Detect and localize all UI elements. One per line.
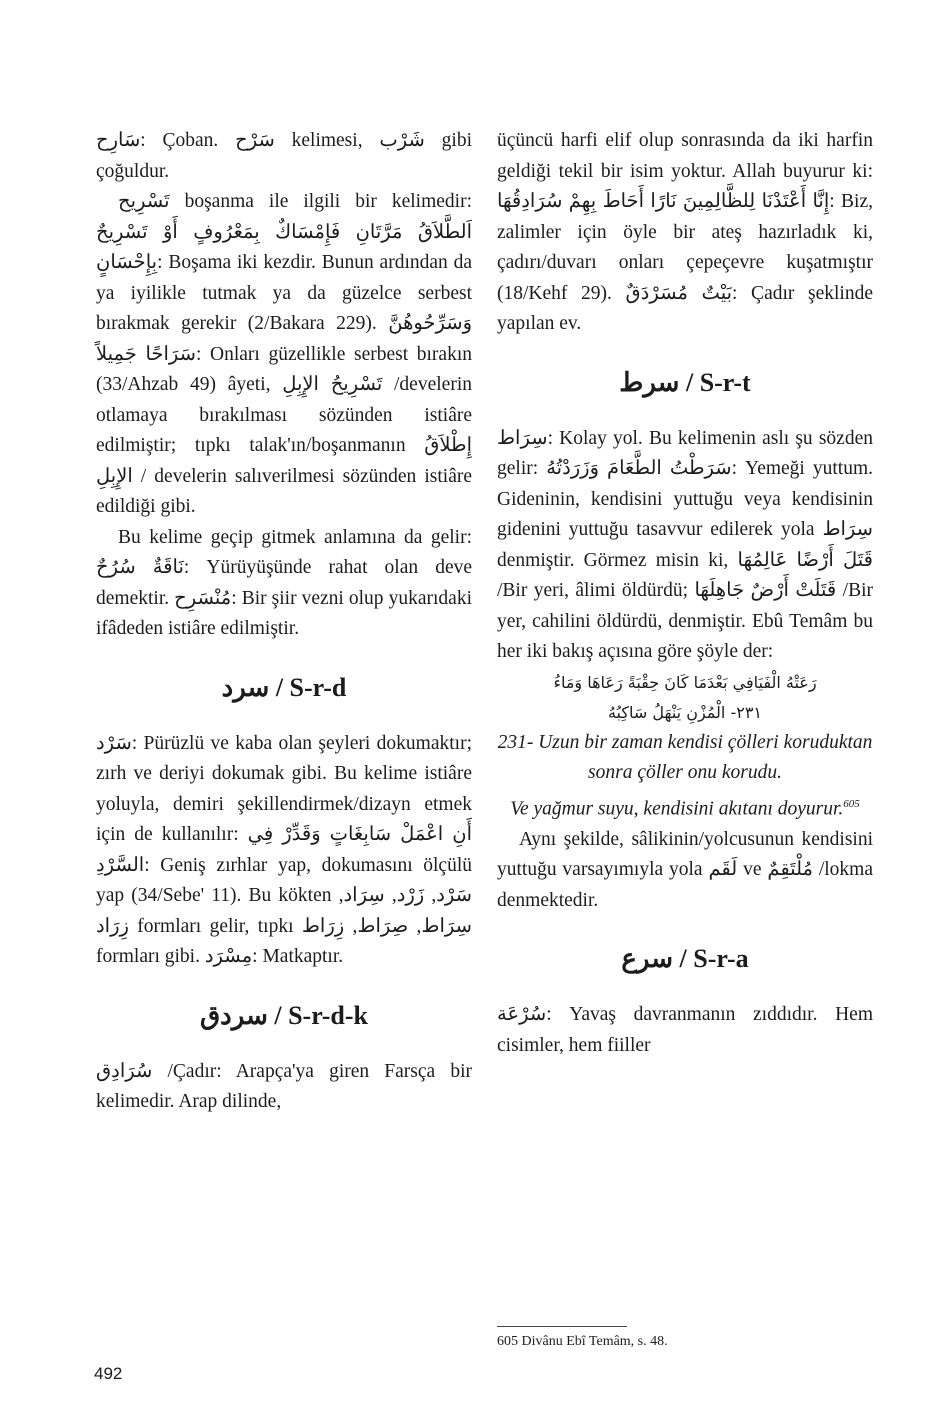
- right-column: [497, 126, 873, 1061]
- heading-srt: سرط / S-r-t: [619, 367, 751, 397]
- footnote-divider: [497, 1326, 627, 1327]
- page-number: 492: [94, 1364, 123, 1383]
- heading-srd: سرد / S-r-d: [221, 672, 347, 702]
- poem-translation-text: Ve yağmur suyu, kendisini akıtanı doyurur.: [510, 798, 844, 819]
- poem-arabic-line2: ٢٣١- الْمُزْنِ يَنْهَلُ سَاكِبُهُ: [607, 702, 763, 722]
- paragraph-lokma: Aynı şekilde, sâlikinin/yolcusunun kendisini yuttuğu varsayımıyla yola لَقَم ve مُلْتَقِمٌ /lokma denmektedir.: [497, 828, 873, 911]
- poem-arabic-line1: رَعَتْهُ الْفَيَافِي بَعْدَمَا كَانَ حِقْبَةً رَعَاهَا وَمَاءُ: [553, 672, 817, 692]
- paragraph-munserih: Bu kelime geçip gitmek anlamına da gelir: نَاقَةٌ سُرُحٌ: Yürüyüşünde rahat olan deve demektir. مُنْسَرِح: Bir şiir vezni olup yukarıdaki ifâdeden istiâre edilmiştir.: [96, 526, 472, 639]
- poem-translation-line1: 231- Uzun bir zaman kendisi çölleri koruduktan sonra çöller onu korudu.: [497, 731, 873, 783]
- paragraph-serd: سَرْد: Pürüzlü ve kaba olan şeyleri dokumaktır; zırh ve deriyi dokumak gibi. Bu kelime istiâre yoluyla, demiri şekillendirmek/dizayn etmek için de kullanılır: أَنِ اعْمَلْ سَابِغَاتٍ وَقَدِّرْ فِي السَّرْدِ: Geniş zırhlar yap, dokumasını ölçülü yap (34/Sebe' 11). Bu kökten سَرْد, زَرْد, سِرَاد, زِرَاد formları gelir, tıpkı سِرَاط, صِرَاط, زِرَاط formları gibi. مِسْرَد: Matkaptır.: [96, 732, 472, 967]
- left-column: [96, 126, 472, 1118]
- footnote-ref: 605: [843, 797, 860, 810]
- paragraph-tesrih: تَسْرِيح boşanma ile ilgili bir kelimedir: اَلطَّلاَقُ مَرَّتَانِ فَإِمْسَاكٌ بِمَعْرُوفٍ أَوْ تَسْرِيحٌ بِإِحْسَانٍ: Boşama iki kezdir. Bunun ardından da ya iyilikle tutmak ya da güzelce serbest bırakmak gerekir (2/Bakara 229). وَسَرِّحُوهُنَّ سَرَاحًا جَمِيلاً: Onları güzellikle serbest bırakın (33/Ahzab 49) âyeti, تَسْرِيحُ الإِبِلِ /develerin otlamaya bırakılması sözünden istiâre edilmiştir; tıpkı talak'ın/boşanmanın إِطْلاَقُ الإِبِلِ / develerin salıverilmesi sözünden istiâre edildiği gibi.: [96, 191, 472, 517]
- paragraph-suradik-cont: üçüncü harfi elif olup sonrasında da iki harfin geldiği tekil bir isim yoktur. Allah buyurur ki: إِنَّا أَعْتَدْنَا لِلظَّالِمِينَ نَارًا أَحَاطَ بِهِمْ سُرَادِقُهَا: Biz, zalimler için öyle bir ateş hazırladık ki, çadırı/duvarı onları çepeçevre kuşatmıştır (18/Kehf 29). بَيْتٌ مُسَرْدَقٌ: Çadır şeklinde yapılan ev.: [497, 130, 873, 334]
- paragraph-suradik: سُرَادِق /Çadır: Arapça'ya giren Farsça bir kelimedir. Arap dilinde,: [96, 1060, 472, 1112]
- poem-translation-line2: [497, 789, 873, 825]
- heading-sra: سرع / S-r-a: [621, 944, 749, 973]
- paragraph-sirat: سِرَاط: Kolay yol. Bu kelimenin aslı şu sözden gelir: سَرَطْتُ الطَّعَامَ وَزَرَدْتُهُ: Yemeği yuttum. Gideninin, kendisini yuttuğu veya kendisinin gidenini yuttuğu tasavvur edilerek yola سِرَاط denmiştir. Görmez misin ki, قَتَلَ أَرْضًا عَالِمُهَا /Bir yeri, âlimi öldürdü; قَتَلَتْ أَرْضٌ جَاهِلَهَا /Bir yer, cahilini öldürdü, denmiştir. Ebû Temâm bu her iki bakış açısına göre şöyle der:: [497, 427, 873, 662]
- paragraph-sarih: سَارِح: Çoban. سَرْح kelimesi, شَرْب gibi çoğuldur.: [96, 130, 472, 182]
- footnote: 605 Divânu Ebî Temâm, s. 48.: [497, 1334, 668, 1349]
- heading-srdk: سردق / S-r-d-k: [199, 1000, 369, 1030]
- paragraph-surat: سُرْعَة: Yavaş davranmanın zıddıdır. Hem cisimler, hem fiiller: [497, 1004, 873, 1056]
